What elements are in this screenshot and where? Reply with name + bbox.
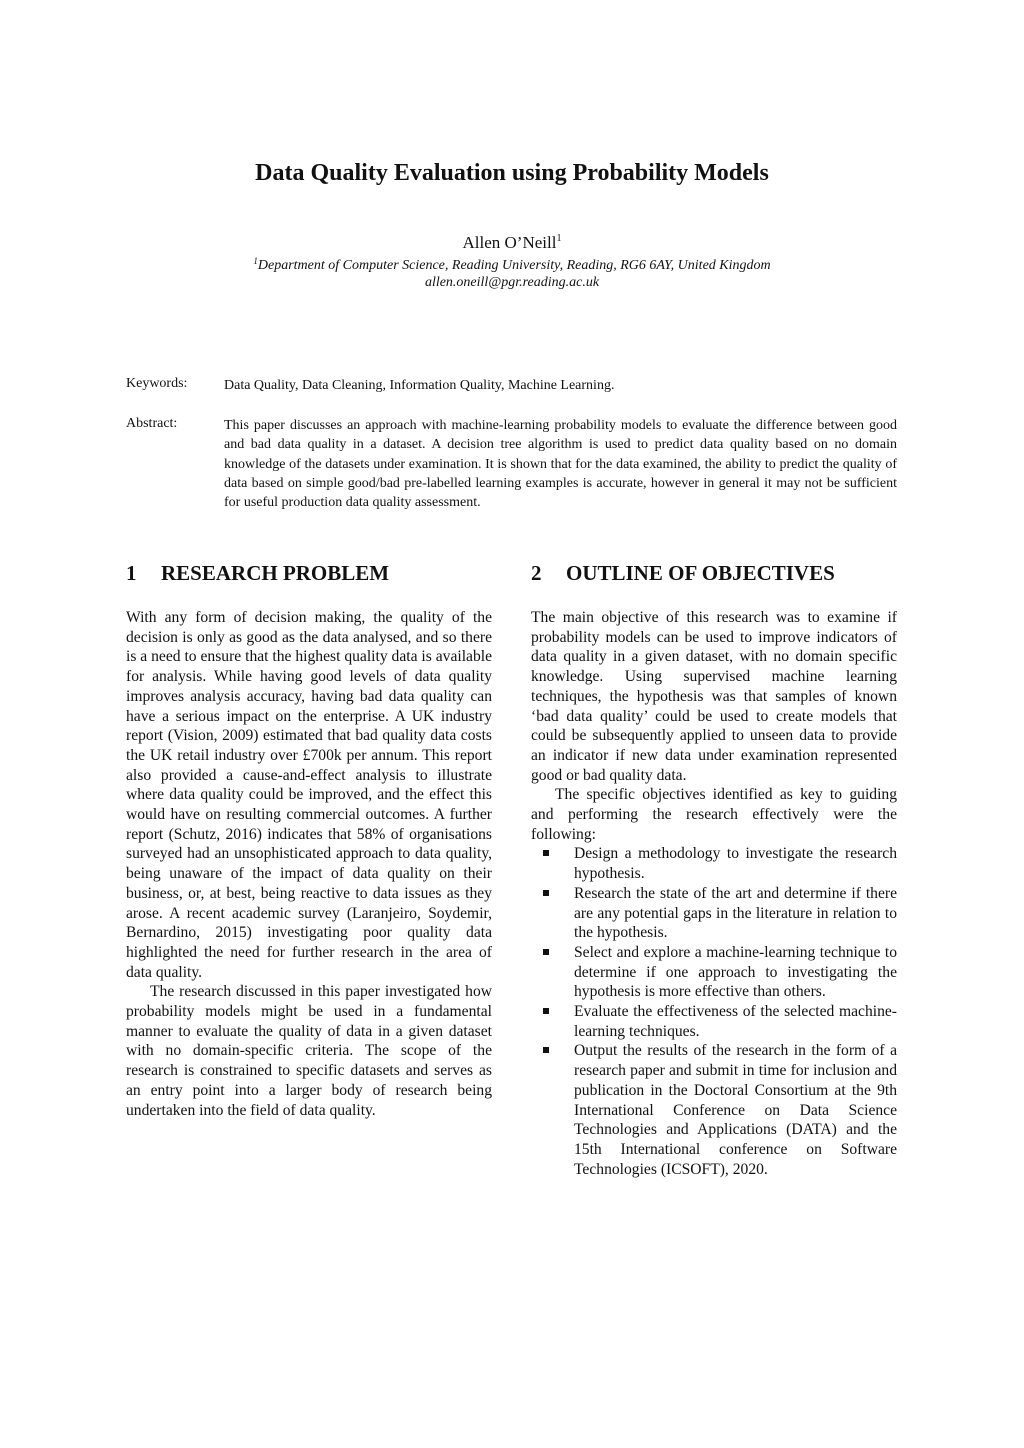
section1-title: RESEARCH PROBLEM xyxy=(161,561,390,585)
author-superscript: 1 xyxy=(556,233,562,244)
section2-body xyxy=(531,608,897,1179)
list-item: Research the state of the art and determine if there are any potential gaps in the literature in relation to the hypothesis. xyxy=(531,884,897,943)
square-bullet-icon xyxy=(543,850,549,856)
square-bullet-icon xyxy=(543,1008,549,1014)
list-item: Design a methodology to investigate the research hypothesis. xyxy=(531,844,897,883)
section2-paragraph-1: The main objective of this research was to examine if probability models can be used to improve indicators of data quality in a given dataset, with no domain specific knowledge. Using supervised machine learning techniques, the hypothesis was that samples of known ‘bad data quality’ could be used to create models that could be subsequently applied to unseen data to provide an indicator if new data under examination represented good or bad quality data. xyxy=(531,609,897,784)
abstract-label: Abstract: xyxy=(126,416,178,431)
section2-heading xyxy=(531,561,835,586)
section1-paragraph-2: The research discussed in this paper investigated how probability models might be used in a fundamental manner to evaluate the quality of data in a given dataset with no domain-specific criteria. The scope of the research is constrained to specific datasets and serves as an entry point into a larger body of research being undertaken into the field of data quality. xyxy=(126,983,492,1119)
square-bullet-icon xyxy=(543,949,549,955)
abstract-text: This paper discusses an approach with machine-learning probability models to evaluate the difference between good and bad data quality in a dataset. A decision tree algorithm is used to predict data quality based on no domain knowledge of the datasets under examination. It is shown that for the data examined, the ability to predict the quality of data based on simple good/bad pre-labelled learning examples is accurate, however in general it may not be sufficient for useful production data quality assessment. xyxy=(224,418,897,511)
list-item: Select and explore a machine-learning technique to determine if one approach to investigating the hypothesis is more effective than others. xyxy=(531,943,897,1002)
section2-number: 2 xyxy=(531,561,542,585)
affiliation-text: Department of Computer Science, Reading University, Reading, RG6 6AY, United Kingdom xyxy=(257,258,771,273)
list-item: Output the results of the research in the form of a research paper and submit in time for inclusion and publication in the Doctoral Consortium at the 9th International Conference on Data Science Technologies and Applications (DATA) and the 15th International conference on Software Technologies (ICSOFT), 2020. xyxy=(531,1041,897,1179)
square-bullet-icon xyxy=(543,1047,549,1053)
keywords-text: Data Quality, Data Cleaning, Information Quality, Machine Learning. xyxy=(224,378,615,393)
section1-number: 1 xyxy=(126,561,137,585)
author-email: allen.oneill@pgr.reading.ac.uk xyxy=(424,275,600,290)
section2-title: OUTLINE OF OBJECTIVES xyxy=(566,561,835,585)
square-bullet-icon xyxy=(543,890,549,896)
author-line xyxy=(0,233,1024,253)
objectives-list xyxy=(531,844,897,1179)
author-name: Allen O’Neill xyxy=(462,233,557,252)
affiliation-line xyxy=(0,256,1024,274)
section1-paragraph-1: With any form of decision making, the quality of the decision is only as good as the data analysed, and so there is a need to ensure that the highest quality data is available for analysis. While having good levels of data quality improves analysis accuracy, having bad data quality can have a serious impact on the enterprise. A UK industry report (Vision, 2009) estimated that bad quality data costs the UK retail industry over £700k per annum. This report also provided a cause-and-effect analysis to illustrate where data quality could be improved, and the effect this would have on resulting commercial outcomes. A further report (Schutz, 2016) indicates that 58% of organisations surveyed had an unsophisticated approach to data quality, being unaware of the impact of data quality on their business, or, at best, being reactive to data issues as they arose. A recent academic survey (Laranjeiro, Soydemir, Bernardino, 2015) investigating poor quality data highlighted the need for further research in the area of data quality. xyxy=(126,609,492,981)
section1-heading xyxy=(126,561,389,586)
affiliation-superscript: 1 xyxy=(253,256,258,266)
section2-paragraph-2: The specific objectives identified as key to guiding and performing the research effectively were the following: xyxy=(531,786,897,843)
section1-body xyxy=(126,608,492,1120)
keywords-label: Keywords: xyxy=(126,376,188,391)
list-item: Evaluate the effectiveness of the selected machine-learning techniques. xyxy=(531,1002,897,1041)
paper-title: Data Quality Evaluation using Probability Models xyxy=(255,160,769,186)
